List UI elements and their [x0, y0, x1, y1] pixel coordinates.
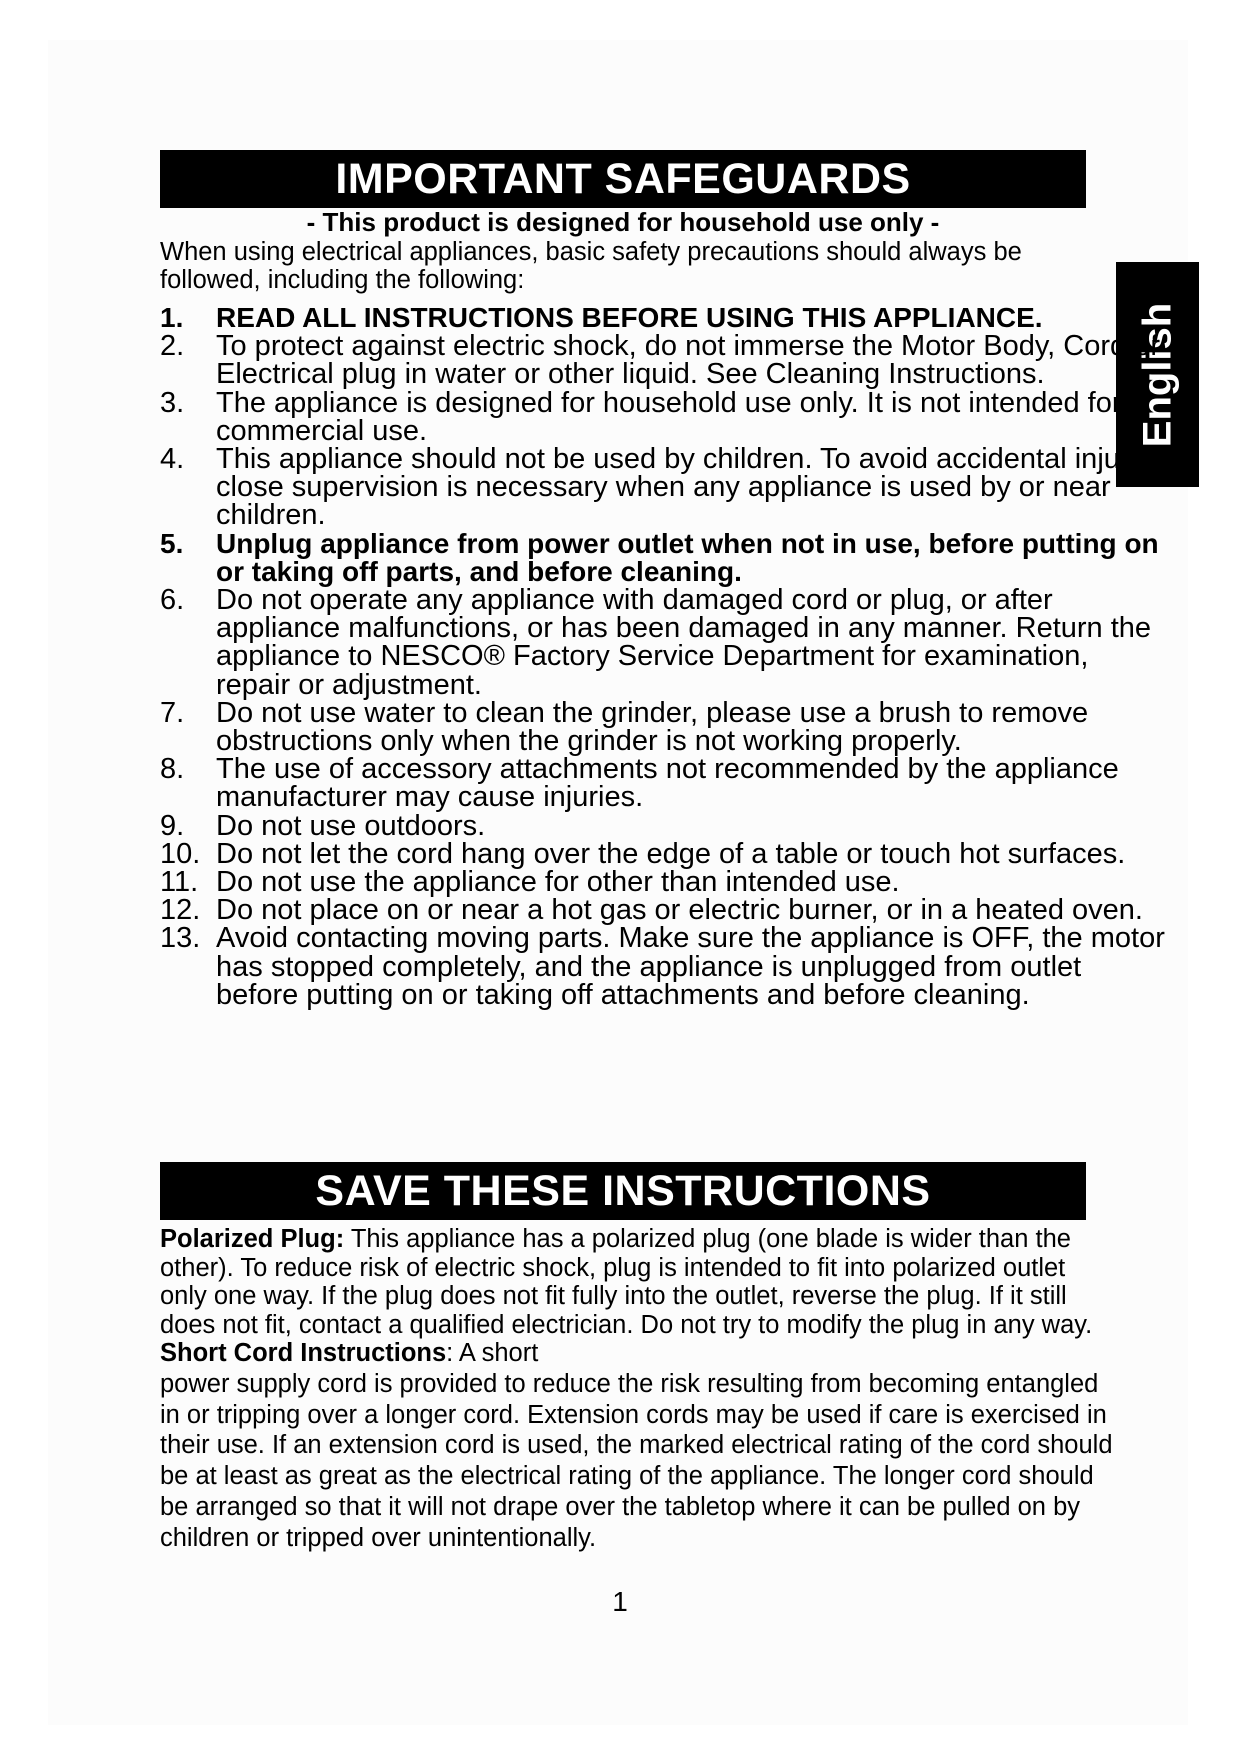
list-item: [160, 330, 1170, 391]
list-item: [160, 696, 1170, 758]
item-number: 12.: [160, 894, 201, 927]
item-number: 2.: [160, 330, 185, 363]
item-text: Do not use water to clean the grinder, please use a brush to remove obstructions only when the grinder is not working properly.: [216, 696, 1089, 758]
short-cord-heading: Short Cord Instructions: [160, 1339, 447, 1367]
intro-paragraph: When using electrical appliances, basic safety precautions should always be followed, including the following:: [160, 238, 1022, 294]
polarized-plug-text: This appliance has a polarized plug (one blade is wider than the other). To reduce risk of electric shock, plug is intended to fit into polarized outlet only one way. If the plug does not fit fully into the outlet, reverse the plug. If it still does not fit, contact a qualified electrician. Do not try to modify the plug in any way.: [160, 1225, 1093, 1339]
item-number: 8.: [160, 753, 185, 786]
item-number: 7.: [160, 696, 185, 729]
item-number: 9.: [160, 809, 185, 842]
item-text: Do not operate any appliance with damaged cord or plug, or after appliance malfunctions, or has been damaged in any manner. Return the appliance to NESCO® Factory Service Department for examination, repair or adjustment.: [216, 584, 1152, 701]
list-item: [160, 894, 1170, 927]
list-item: [160, 527, 1170, 587]
item-text: To protect against electric shock, do not immerse the Motor Body, Cord or Electrical plug in water or other liquid. See Cleaning Instructions.: [216, 330, 1160, 391]
item-text: Do not use outdoors.: [216, 809, 486, 842]
polarized-plug-heading: Polarized Plug:: [160, 1225, 345, 1253]
short-cord-lead: : A short: [446, 1339, 539, 1367]
list-item: [160, 837, 1170, 870]
item-number: 6.: [160, 584, 185, 617]
item-number: 4.: [160, 443, 185, 476]
page-number: 1: [612, 1586, 628, 1617]
item-text: Avoid contacting moving parts. Make sure the appliance is OFF, the motor has stopped completely, and the appliance is unplugged from outlet before putting on or taking off attachments and before cleaning.: [216, 922, 1165, 1011]
item-text: This appliance should not be used by children. To avoid accidental injury, close supervision is necessary when any appliance is used by or near children.: [216, 443, 1150, 532]
list-item: [160, 386, 1170, 447]
item-number: 3.: [160, 386, 185, 419]
item-number: 11.: [160, 866, 199, 899]
list-item: [160, 753, 1170, 814]
item-text: READ ALL INSTRUCTIONS BEFORE USING THIS APPLIANCE.: [216, 302, 1043, 333]
list-item: [160, 304, 1170, 332]
safeguards-list: [160, 304, 1170, 1009]
item-text: Do not place on or near a hot gas or electric burner, or in a heated oven.: [216, 894, 1143, 927]
item-text: Unplug appliance from power outlet when not in use, before putting on or taking off parts, and before cleaning.: [216, 527, 1159, 587]
item-number: 5.: [160, 527, 184, 559]
item-number: 10.: [160, 837, 201, 870]
page-subtitle: - This product is designed for household use only -: [306, 207, 940, 237]
list-item: [160, 924, 1170, 1009]
language-tab-label: English: [1135, 302, 1179, 447]
item-text: The use of accessory attachments not recommended by the appliance manufacturer may cause injuries.: [216, 753, 1119, 814]
list-item: [160, 866, 1170, 899]
item-number: 13.: [160, 922, 201, 955]
item-text: Do not let the cord hang over the edge of a table or touch hot surfaces.: [216, 837, 1126, 870]
list-item: [160, 445, 1170, 530]
short-cord-paragraph: power supply cord is provided to reduce the risk resulting from becoming entangled in or tripping over a longer cord. Extension cords may be used if care is exercised in their use. If an extension cord is used, the marked electrical rating of the cord should be at least as great as the electrical rating of the appliance. The longer cord should be arranged so that it will not drape over the tabletop where it can be pulled on by children or tripped over unintentionally.: [160, 1370, 1113, 1552]
item-text: Do not use the appliance for other than intended use.: [216, 866, 900, 899]
polarized-plug-paragraph: [160, 1225, 1100, 1368]
page-title: IMPORTANT SAFEGUARDS: [160, 150, 1086, 208]
list-item: [160, 586, 1170, 699]
item-text: The appliance is designed for household use only. It is not intended for commercial use.: [216, 386, 1122, 447]
save-instructions-banner: SAVE THESE INSTRUCTIONS: [160, 1162, 1086, 1220]
item-number: 1.: [160, 302, 184, 333]
list-item: [160, 809, 1170, 842]
